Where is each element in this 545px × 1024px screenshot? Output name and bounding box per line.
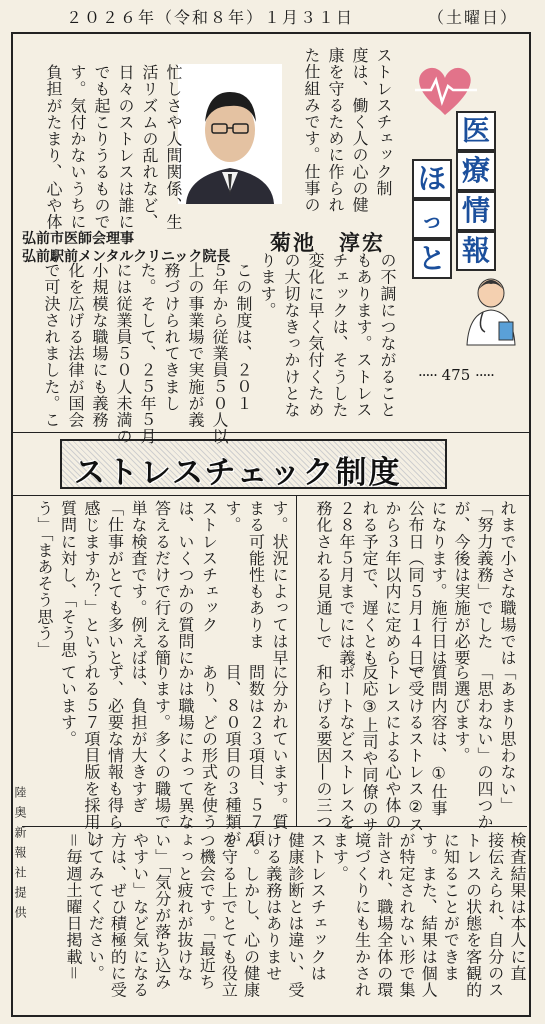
series-title-char: と — [417, 242, 447, 275]
article-text-column: 答えるだけで行える簡 — [152, 500, 172, 666]
article-title: ストレスチェック制度 — [74, 455, 402, 491]
article-text-column: が、今後は実施が必要 — [452, 500, 471, 666]
article-text-column: 小規模な職場にも義務 — [90, 262, 109, 428]
series-number-value: 475 — [441, 366, 471, 384]
doctor-illustration-icon — [467, 279, 515, 345]
article-text-column: ポートなどストレスを — [337, 664, 356, 830]
article-text-column: ています。 — [58, 664, 78, 747]
article-text-column: に分かれています。質 — [270, 664, 289, 830]
article-text-column: 務化される見通しで — [314, 500, 333, 650]
article-text-column: 化を広げる法律が国会 — [66, 262, 85, 428]
credit-line: 陸奥新報社提供 — [13, 786, 27, 926]
article-text-column: 計され、職場全体の環 — [374, 832, 394, 998]
publication-weekday: （土曜日） — [428, 8, 519, 27]
article-text-column: ます。 — [330, 832, 350, 882]
article-text-column: で可決されました。こ — [42, 262, 61, 428]
article-text-column: になります。施行日は — [429, 500, 448, 666]
article-text-column: この制度は、２０１ — [234, 262, 253, 412]
article-text-column: 康を守るために作られ — [326, 47, 345, 213]
article-text-column: う」「まあそう思う」 — [35, 500, 54, 658]
article-text-column: けてみてください。 — [86, 832, 106, 982]
article-text-column: 忙しさや人間関係、生 — [164, 64, 183, 230]
article-text-column: 検査結果は本人に直 — [508, 832, 527, 982]
article-text-column: つ機会です。「最近ち — [197, 832, 217, 990]
article-text-column: 質問内容は、①仕事 — [429, 664, 448, 817]
article-text-column: す。状況によっては早 — [270, 500, 289, 666]
article-text-column: れる予定で、遅くとも — [360, 500, 379, 666]
article-text-column: 目、８０項目の３種類が — [223, 664, 242, 847]
article-text-column: 感じますか？」という — [82, 500, 101, 666]
article-text-column: は、負担が大きすぎ — [129, 664, 148, 814]
article-text-column: を守る上でとても役立 — [219, 832, 239, 998]
article-text-column: の大切なきっかけとな — [282, 252, 301, 418]
article-text-column: 務づけられてきまし — [162, 262, 181, 412]
article-text-column: 問数は２３項目、５７項 — [246, 664, 266, 847]
article-text-column: ょっと疲れが抜けな — [175, 832, 194, 982]
author-portrait — [178, 64, 282, 204]
article-text-column: た仕組みです。仕事の — [302, 47, 321, 213]
article-text-column: ストレスチェック制 — [374, 47, 393, 197]
article-text-column: ストレスチェック — [199, 500, 219, 633]
column-rule — [296, 496, 297, 826]
article-text-column: が特定されない形で集 — [397, 832, 416, 998]
series-number: ····· 475 ····· — [418, 366, 494, 384]
series-title-char: 療 — [461, 154, 491, 187]
article-text-column: 境づくりにも生かされ — [352, 832, 372, 998]
article-text-column: ず、必要な情報も得ら — [105, 664, 125, 830]
series-title-char: っ — [420, 209, 444, 234]
article-text-column: ２８年５月までには義 — [337, 500, 356, 666]
article-text-column: には従業員５０人未満の — [114, 262, 133, 445]
article-text-column: 反応③上司や同僚のサ — [360, 664, 379, 833]
article-text-column: 「思わない」の四つか — [475, 664, 494, 830]
article-text-column: す。気付かないうちに — [68, 64, 87, 230]
author-name: 菊池 淳宏 — [270, 230, 385, 255]
column-rule — [13, 495, 529, 496]
article-text-column: れる５７項目版を採用し — [82, 664, 101, 847]
article-text-column: れまで小さな職場では — [498, 500, 517, 666]
article-title-band — [60, 439, 447, 489]
article-text-column: 日々のストレスは誰に — [116, 64, 135, 230]
article-text-column: は、いくつかの質問に — [176, 500, 195, 666]
article-text-column: 和らげる要因―の三つ — [314, 664, 333, 830]
article-text-column: 質問に対し、「そう思 — [58, 500, 78, 658]
article-text-column: ける義務はありませ — [263, 832, 283, 982]
article-text-column: 健康診断とは違い、受 — [286, 832, 305, 998]
article-text-column: 「仕事がとても多いと — [105, 500, 125, 666]
article-text-column: やすい」など気になる — [130, 832, 150, 998]
column-rule — [13, 432, 529, 433]
article-text-column: 上の事業場で実施が義 — [186, 262, 205, 428]
article-text-column: ＝毎週土曜日掲載＝ — [64, 832, 83, 982]
article-text-column: かは職場によって異な — [176, 664, 195, 830]
author-role: 弘前市医師会理事 — [22, 231, 134, 247]
article-text-column: 度は、働く人の心の健 — [350, 47, 369, 213]
article-text-column: の不調につながること — [378, 252, 397, 418]
article-text-column: から３年以内に定めら — [383, 500, 402, 666]
article-text-column: 活リズムの乱れなど、 — [140, 64, 159, 230]
article-text-column: ります。多くの職場で — [152, 664, 172, 830]
article-text-column: い」「気分が落ち込み — [152, 832, 172, 990]
article-text-column: た。そして、２５年５月 — [138, 262, 157, 445]
article-text-column: す。 — [223, 500, 242, 534]
article-text-column: ん。しかし、心の健康 — [241, 832, 261, 998]
article-text-column: で受けるストレス②ス — [406, 664, 425, 833]
article-text-column: ります。 — [258, 252, 277, 319]
publication-date: ２０２６年（令和８年）１月３１日 — [66, 8, 355, 27]
article-text-column: 「努力義務」でした — [475, 500, 494, 650]
article-text-column: す。また、結果は個人 — [419, 832, 439, 998]
article-text-column: 公布日（同５月１４日） — [406, 500, 425, 683]
article-text-column: トレスによる心や体の — [383, 664, 402, 830]
series-title-char: 情 — [461, 194, 491, 227]
series-title-char: ほ — [417, 162, 447, 195]
article-text-column: 方は、ぜひ積極的に受 — [108, 832, 128, 998]
article-text-column: でも起こりうるもので — [92, 64, 111, 230]
dateline — [0, 0, 545, 30]
article-text-column: チェックは、そうした — [330, 252, 349, 418]
series-logo — [405, 60, 520, 360]
article-text-column: もあります。ストレス — [354, 252, 373, 418]
article-text-column: まる可能性もありま — [246, 500, 266, 650]
article-text-column: 単な検査です。例えば — [129, 500, 148, 666]
article-text-column: 変化に早く気付くため — [306, 252, 325, 418]
article-text-column: に知ることができま — [441, 832, 461, 982]
article-text-column: 「あまり思わない」 — [498, 664, 517, 814]
article-text-column: ストレスチェックは — [308, 832, 328, 982]
series-title-char: 医 — [461, 114, 491, 147]
article-text-column: あり、どの形式を使う — [199, 664, 219, 830]
article-text-column: トレスの状態を客観的 — [463, 832, 483, 998]
article-text-column: 負担がたまり、心や体 — [44, 64, 63, 230]
article-text-column: ５年から従業員５０人以 — [210, 262, 229, 445]
article-text-column: ら選びます。 — [452, 664, 471, 764]
series-title-char: 報 — [461, 234, 491, 267]
author-role: 弘前駅前メンタルクリニック院長 — [22, 249, 231, 265]
article-text-column: 接伝えられ、自分のス — [485, 832, 505, 998]
